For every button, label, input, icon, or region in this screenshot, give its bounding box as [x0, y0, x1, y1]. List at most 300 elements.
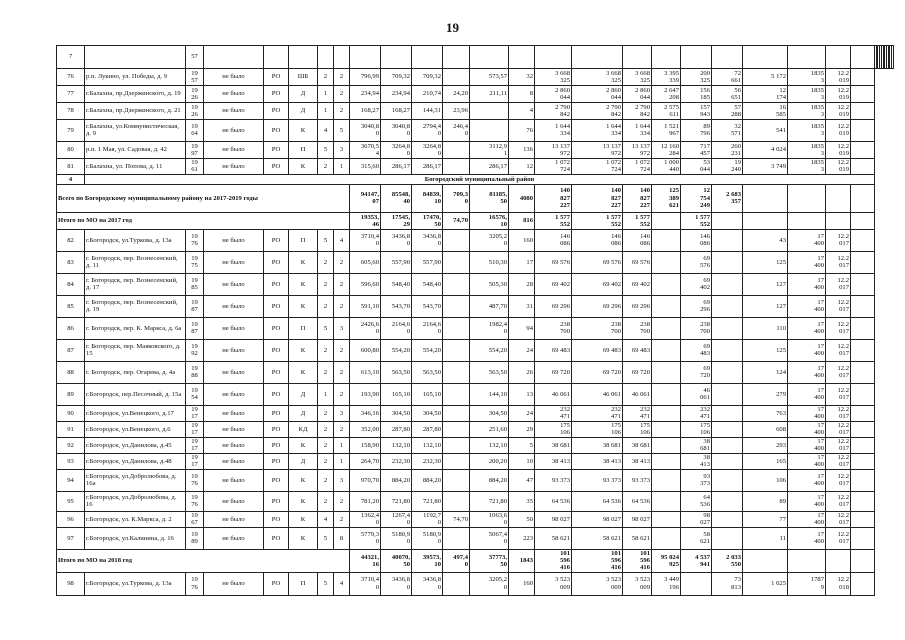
- table-cell: 50: [509, 511, 535, 527]
- table-cell: РО: [264, 251, 289, 273]
- total-value: [788, 212, 826, 229]
- table-cell: 3 523 009: [623, 572, 652, 595]
- table-cell: 605,60: [350, 251, 381, 273]
- table-cell: 2164,6 0: [412, 317, 443, 339]
- table-cell: 64 536: [572, 491, 623, 511]
- table-cell: 234,94: [381, 85, 412, 102]
- table-cell: [712, 405, 743, 421]
- table-cell: 17 400: [788, 251, 826, 273]
- table-cell: 3040,8 0: [381, 119, 412, 141]
- table-cell: 2164,6 0: [381, 317, 412, 339]
- table-cell: 2426,6 0: [350, 317, 381, 339]
- table-cell: 613,10: [350, 361, 381, 383]
- table-cell: 3 668 325: [535, 68, 572, 85]
- table-cell: 3 523 009: [535, 572, 572, 595]
- table-cell: 1: [334, 437, 350, 453]
- table-cell: 19 76: [186, 491, 204, 511]
- table-cell: 12.2 017: [826, 527, 851, 549]
- table-cell: 2: [334, 295, 350, 317]
- table-cell: [443, 68, 470, 85]
- empty-cell: [851, 527, 875, 549]
- table-cell: 1 000 440: [652, 158, 681, 174]
- table-cell: 19 76: [186, 572, 204, 595]
- total-value: [826, 549, 851, 572]
- empty-cell: [851, 437, 875, 453]
- table-cell: [681, 46, 712, 69]
- table-cell: 510,30: [470, 251, 509, 273]
- table-cell: 1 072 724: [572, 158, 623, 174]
- table-cell: 293: [743, 437, 788, 453]
- table-cell: 2: [318, 491, 334, 511]
- table-cell: 12.2 017: [826, 251, 851, 273]
- table-cell: 124: [743, 361, 788, 383]
- table-cell: 24: [509, 405, 535, 421]
- table-cell: 13 137 972: [623, 141, 652, 158]
- table-cell: 2: [318, 273, 334, 295]
- table-cell: 1063,6 0: [470, 511, 509, 527]
- table-cell: 106: [743, 469, 788, 491]
- table-cell: 223: [509, 527, 535, 549]
- table-cell: г.Балахна, ул. Попова, д. 11: [85, 158, 186, 174]
- table-cell: 175 106: [681, 421, 712, 437]
- table-cell: 3 449 196: [652, 572, 681, 595]
- table-cell: 17 400: [788, 437, 826, 453]
- table-cell: 2: [334, 273, 350, 295]
- table-row: [57, 361, 894, 383]
- table-cell: К: [289, 339, 318, 361]
- table-cell: 12.2 017: [826, 491, 851, 511]
- table-cell: 505,30: [470, 273, 509, 295]
- table-cell: [652, 527, 681, 549]
- table-cell: г.Богородск, ул.Добролюбова, д. 16: [85, 491, 186, 511]
- table-cell: [712, 453, 743, 469]
- empty-cell: [851, 453, 875, 469]
- table-cell: 17 400: [788, 421, 826, 437]
- table-cell: не было: [204, 469, 264, 491]
- table-cell: не было: [204, 572, 264, 595]
- table-cell: 3436,8 0: [412, 229, 443, 251]
- table-cell: 58 621: [623, 527, 652, 549]
- table-cell: 3436,8 0: [412, 572, 443, 595]
- table-cell: 2: [334, 383, 350, 405]
- table-cell: 12.2 019: [826, 158, 851, 174]
- table-cell: 17 400: [788, 317, 826, 339]
- table-cell: 69 483: [681, 339, 712, 361]
- table-cell: 12.2 019: [826, 119, 851, 141]
- table-cell: 57 288: [712, 102, 743, 119]
- table-cell: 168,27: [350, 102, 381, 119]
- table-cell: 12.2 017: [826, 469, 851, 491]
- table-cell: [826, 46, 851, 69]
- table-cell: РО: [264, 437, 289, 453]
- table-cell: РО: [264, 572, 289, 595]
- total-value: 85548, 40: [381, 184, 412, 212]
- table-cell: [443, 317, 470, 339]
- table-cell: 238 700: [681, 317, 712, 339]
- table-cell: [681, 572, 712, 595]
- table-cell: [443, 453, 470, 469]
- table-cell: К: [289, 469, 318, 491]
- total-value: 2 683 357: [712, 184, 743, 212]
- table-cell: К: [289, 361, 318, 383]
- table-cell: 2 790 842: [623, 102, 652, 119]
- empty-cell: [381, 46, 412, 69]
- table-cell: 96: [57, 511, 85, 527]
- table-cell: 12 174: [743, 85, 788, 102]
- table-cell: 69 576: [623, 251, 652, 273]
- table-cell: 69 296: [535, 295, 572, 317]
- table-cell: 38 681: [535, 437, 572, 453]
- table-cell: 28: [509, 273, 535, 295]
- table-cell: 2: [318, 405, 334, 421]
- table-row: [57, 174, 894, 184]
- table-cell: 2: [334, 339, 350, 361]
- table-cell: 2: [334, 511, 350, 527]
- table-cell: 2 860 044: [535, 85, 572, 102]
- table-cell: РО: [264, 158, 289, 174]
- table-cell: 87: [57, 339, 85, 361]
- table-cell: К: [289, 527, 318, 549]
- table-cell: 19 17: [186, 405, 204, 421]
- table-cell: 12.2 018: [826, 572, 851, 595]
- table-cell: 232 471: [572, 405, 623, 421]
- table-cell: р.п. 1 Мая, ул. Садовая, д. 42: [85, 141, 186, 158]
- table-cell: 64 536: [681, 491, 712, 511]
- table-cell: [652, 421, 681, 437]
- table-cell: 1787 9: [788, 572, 826, 595]
- table-cell: 200,20: [470, 453, 509, 469]
- table-cell: 146 086: [535, 229, 572, 251]
- table-cell: РО: [264, 491, 289, 511]
- table-cell: не было: [204, 421, 264, 437]
- table-cell: 1: [334, 158, 350, 174]
- table-cell: не было: [204, 102, 264, 119]
- total-value: 74,70: [443, 212, 470, 229]
- table-cell: г.Богородск, ул.Венецкого, д.17: [85, 405, 186, 421]
- table-cell: [443, 251, 470, 273]
- table-cell: [443, 469, 470, 491]
- table-cell: 19 85: [186, 273, 204, 295]
- table-cell: 3 523 009: [572, 572, 623, 595]
- table-cell: 19 75: [186, 251, 204, 273]
- table-cell: 98 027: [535, 511, 572, 527]
- table-cell: 2: [318, 437, 334, 453]
- table-cell: 211,11: [470, 85, 509, 102]
- table-cell: 69 483: [623, 339, 652, 361]
- table-cell: 12.2 017: [826, 383, 851, 405]
- table-cell: 3112,9 1: [470, 141, 509, 158]
- table-cell: 168,27: [381, 102, 412, 119]
- table-cell: [712, 229, 743, 251]
- table-cell: 286,17: [412, 158, 443, 174]
- table-cell: 286,17: [470, 158, 509, 174]
- table-cell: г.Балахна, пр.Дзержинского, д. 21: [85, 102, 186, 119]
- total-value: 125 389 621: [652, 184, 681, 212]
- table-cell: [443, 158, 470, 174]
- table-cell: 165,10: [412, 383, 443, 405]
- table-cell: 608: [743, 421, 788, 437]
- table-cell: 91: [57, 421, 85, 437]
- table-cell: 17 400: [788, 361, 826, 383]
- table-cell: РО: [264, 339, 289, 361]
- table-row: [57, 184, 894, 212]
- table-cell: 2: [334, 85, 350, 102]
- total-value: [743, 212, 788, 229]
- table-cell: 287,80: [412, 421, 443, 437]
- table-cell: 69 576: [535, 251, 572, 273]
- empty-cell: [851, 212, 875, 229]
- table-cell: 721,80: [470, 491, 509, 511]
- table-cell: 1267,4 0: [381, 511, 412, 527]
- empty-cell: [851, 141, 875, 158]
- table-cell: г. Богородск, пер. Вознесенский, д. 11: [85, 251, 186, 273]
- table-cell: П: [289, 229, 318, 251]
- empty-cell: [264, 46, 289, 69]
- table-cell: 146 086: [623, 229, 652, 251]
- table-cell: 38 413: [535, 453, 572, 469]
- total-value: [826, 184, 851, 212]
- table-cell: 1: [318, 102, 334, 119]
- table-cell: 146 086: [681, 229, 712, 251]
- table-cell: К: [289, 437, 318, 453]
- empty-cell: [851, 339, 875, 361]
- table-cell: 77: [743, 511, 788, 527]
- table-cell: 352,00: [350, 421, 381, 437]
- table-cell: 94: [57, 469, 85, 491]
- table-cell: 12.2 019: [826, 141, 851, 158]
- table-cell: [712, 491, 743, 511]
- total-value: 37773, 50: [470, 549, 509, 572]
- table-cell: 238 700: [535, 317, 572, 339]
- table-cell: 19 26: [186, 85, 204, 102]
- table-cell: 3205,2 0: [470, 229, 509, 251]
- table-cell: [652, 437, 681, 453]
- table-cell: 19 87: [186, 317, 204, 339]
- table-cell: 238 700: [623, 317, 652, 339]
- repair-program-table: [56, 45, 894, 596]
- total-value: 44321, 16: [350, 549, 381, 572]
- table-cell: 69 296: [623, 295, 652, 317]
- table-cell: РО: [264, 85, 289, 102]
- table-cell: К: [289, 273, 318, 295]
- table-cell: 563,50: [412, 361, 443, 383]
- table-row: [57, 405, 894, 421]
- table-cell: 12.2 017: [826, 339, 851, 361]
- table-cell: 19 17: [186, 437, 204, 453]
- table-cell: 19 76: [186, 469, 204, 491]
- table-cell: 17 400: [788, 511, 826, 527]
- table-cell: 5: [318, 572, 334, 595]
- table-cell: 2 575 611: [652, 102, 681, 119]
- table-cell: 175 106: [572, 421, 623, 437]
- table-cell: 69 720: [623, 361, 652, 383]
- table-row: [57, 549, 894, 572]
- table-row: [57, 527, 894, 549]
- total-value: 497,4 0: [443, 549, 470, 572]
- table-cell: не было: [204, 317, 264, 339]
- empty-cell: [851, 251, 875, 273]
- table-cell: [623, 46, 652, 69]
- table-cell: 3710,4 0: [350, 229, 381, 251]
- table-cell: 16 585: [743, 102, 788, 119]
- table-cell: 85: [57, 295, 85, 317]
- table-cell: 69 402: [535, 273, 572, 295]
- table-cell: 17 400: [788, 295, 826, 317]
- table-cell: 5067,4 0: [470, 527, 509, 549]
- table-cell: 136: [509, 141, 535, 158]
- total-value: 101 596 416: [623, 549, 652, 572]
- table-cell: г. Богородск, пер. К. Маркса, д. 6а: [85, 317, 186, 339]
- table-cell: 144,31: [412, 102, 443, 119]
- table-cell: [443, 361, 470, 383]
- table-cell: 46 061: [681, 383, 712, 405]
- total-value: 39573, 10: [412, 549, 443, 572]
- table-cell: [443, 141, 470, 158]
- table-cell: 12.2 017: [826, 229, 851, 251]
- table-cell: 32 571: [712, 119, 743, 141]
- table-cell: 5: [318, 229, 334, 251]
- table-cell: 17 400: [788, 469, 826, 491]
- table-cell: 19 240: [712, 158, 743, 174]
- table-cell: 64 536: [535, 491, 572, 511]
- table-cell: 5779,3 0: [350, 527, 381, 549]
- table-cell: [652, 251, 681, 273]
- table-cell: 127: [743, 295, 788, 317]
- total-value: 1 577 552: [535, 212, 572, 229]
- table-cell: 3: [334, 469, 350, 491]
- table-cell: не было: [204, 141, 264, 158]
- table-row: [57, 339, 894, 361]
- table-cell: [712, 317, 743, 339]
- empty-cell: [851, 184, 875, 212]
- table-cell: 5: [509, 437, 535, 453]
- table-cell: П: [289, 572, 318, 595]
- table-cell: 721,80: [412, 491, 443, 511]
- total-value: 12 754 249: [681, 184, 712, 212]
- table-cell: 69 402: [623, 273, 652, 295]
- table-cell: 1 025: [743, 572, 788, 595]
- table-cell: 160: [509, 572, 535, 595]
- total-value: 94147, 07: [350, 184, 381, 212]
- table-cell: [443, 273, 470, 295]
- table-cell: 72 661: [712, 68, 743, 85]
- table-cell: 563,50: [381, 361, 412, 383]
- table-cell: П: [289, 141, 318, 158]
- table-cell: 84: [57, 273, 85, 295]
- table-cell: 12 160 284: [652, 141, 681, 158]
- table-cell: Д: [289, 383, 318, 405]
- table-cell: [443, 295, 470, 317]
- table-cell: 19 92: [186, 339, 204, 361]
- table-cell: 144,10: [470, 383, 509, 405]
- table-cell: 93 373: [572, 469, 623, 491]
- table-cell: не было: [204, 453, 264, 469]
- table-cell: 38 681: [623, 437, 652, 453]
- table-cell: 541: [743, 119, 788, 141]
- empty-cell: [851, 119, 875, 141]
- table-cell: К: [289, 251, 318, 273]
- total-value: 140 827 227: [535, 184, 572, 212]
- table-cell: КД: [289, 421, 318, 437]
- table-cell: 232 471: [681, 405, 712, 421]
- table-cell: РО: [264, 317, 289, 339]
- table-cell: не было: [204, 383, 264, 405]
- total-value: 19353, 46: [350, 212, 381, 229]
- table-cell: 76: [509, 119, 535, 141]
- table-cell: 5180,9 0: [381, 527, 412, 549]
- table-cell: [443, 339, 470, 361]
- table-cell: 29: [509, 421, 535, 437]
- empty-cell: [289, 46, 318, 69]
- table-cell: 4: [334, 572, 350, 595]
- table-cell: 69 483: [535, 339, 572, 361]
- total-value: 17470, 50: [412, 212, 443, 229]
- table-cell: 563,50: [470, 361, 509, 383]
- table-cell: 56 651: [712, 85, 743, 102]
- table-cell: 3040,8 0: [350, 119, 381, 141]
- table-cell: 17 400: [788, 339, 826, 361]
- table-cell: не было: [204, 405, 264, 421]
- table-cell: 487,70: [470, 295, 509, 317]
- table-cell: 46 061: [535, 383, 572, 405]
- table-cell: 94: [509, 317, 535, 339]
- table-cell: 12.2 017: [826, 421, 851, 437]
- table-cell: 146 086: [572, 229, 623, 251]
- table-cell: РО: [264, 68, 289, 85]
- table-cell: 1: [334, 453, 350, 469]
- table-cell: 53 044: [681, 158, 712, 174]
- table-cell: РО: [264, 229, 289, 251]
- table-cell: 58 621: [535, 527, 572, 549]
- table-row: [57, 511, 894, 527]
- table-cell: г.Богородск, ул.Добролюбова, д. 16а: [85, 469, 186, 491]
- total-value: 2 033 550: [712, 549, 743, 572]
- table-cell: 17: [509, 251, 535, 273]
- table-cell: 19 87: [186, 295, 204, 317]
- table-cell: РО: [264, 102, 289, 119]
- table-cell: РО: [264, 383, 289, 405]
- empty-cell: [318, 46, 334, 69]
- table-cell: 1362,4 0: [350, 511, 381, 527]
- table-cell: 19 17: [186, 453, 204, 469]
- table-cell: 234,94: [350, 85, 381, 102]
- table-cell: [535, 46, 572, 69]
- table-cell: 2: [334, 251, 350, 273]
- total-value: [743, 184, 788, 212]
- table-cell: 19 88: [186, 361, 204, 383]
- total-value: 4080: [509, 184, 535, 212]
- table-cell: 69 720: [572, 361, 623, 383]
- table-cell: 12.2 017: [826, 273, 851, 295]
- table-cell: 548,40: [381, 273, 412, 295]
- table-row: [57, 295, 894, 317]
- table-cell: 600,80: [350, 339, 381, 361]
- table-cell: 93 373: [681, 469, 712, 491]
- empty-cell: [851, 85, 875, 102]
- total-value: [743, 549, 788, 572]
- total-value: 16576, 10: [470, 212, 509, 229]
- table-row: [57, 421, 894, 437]
- table-cell: [652, 46, 681, 69]
- total-value: [826, 212, 851, 229]
- empty-cell: [851, 273, 875, 295]
- table-cell: К: [289, 119, 318, 141]
- table-cell: 884,20: [381, 469, 412, 491]
- table-cell: не было: [204, 339, 264, 361]
- table-cell: 38 413: [681, 453, 712, 469]
- table-cell: К: [289, 295, 318, 317]
- table-cell: РО: [264, 295, 289, 317]
